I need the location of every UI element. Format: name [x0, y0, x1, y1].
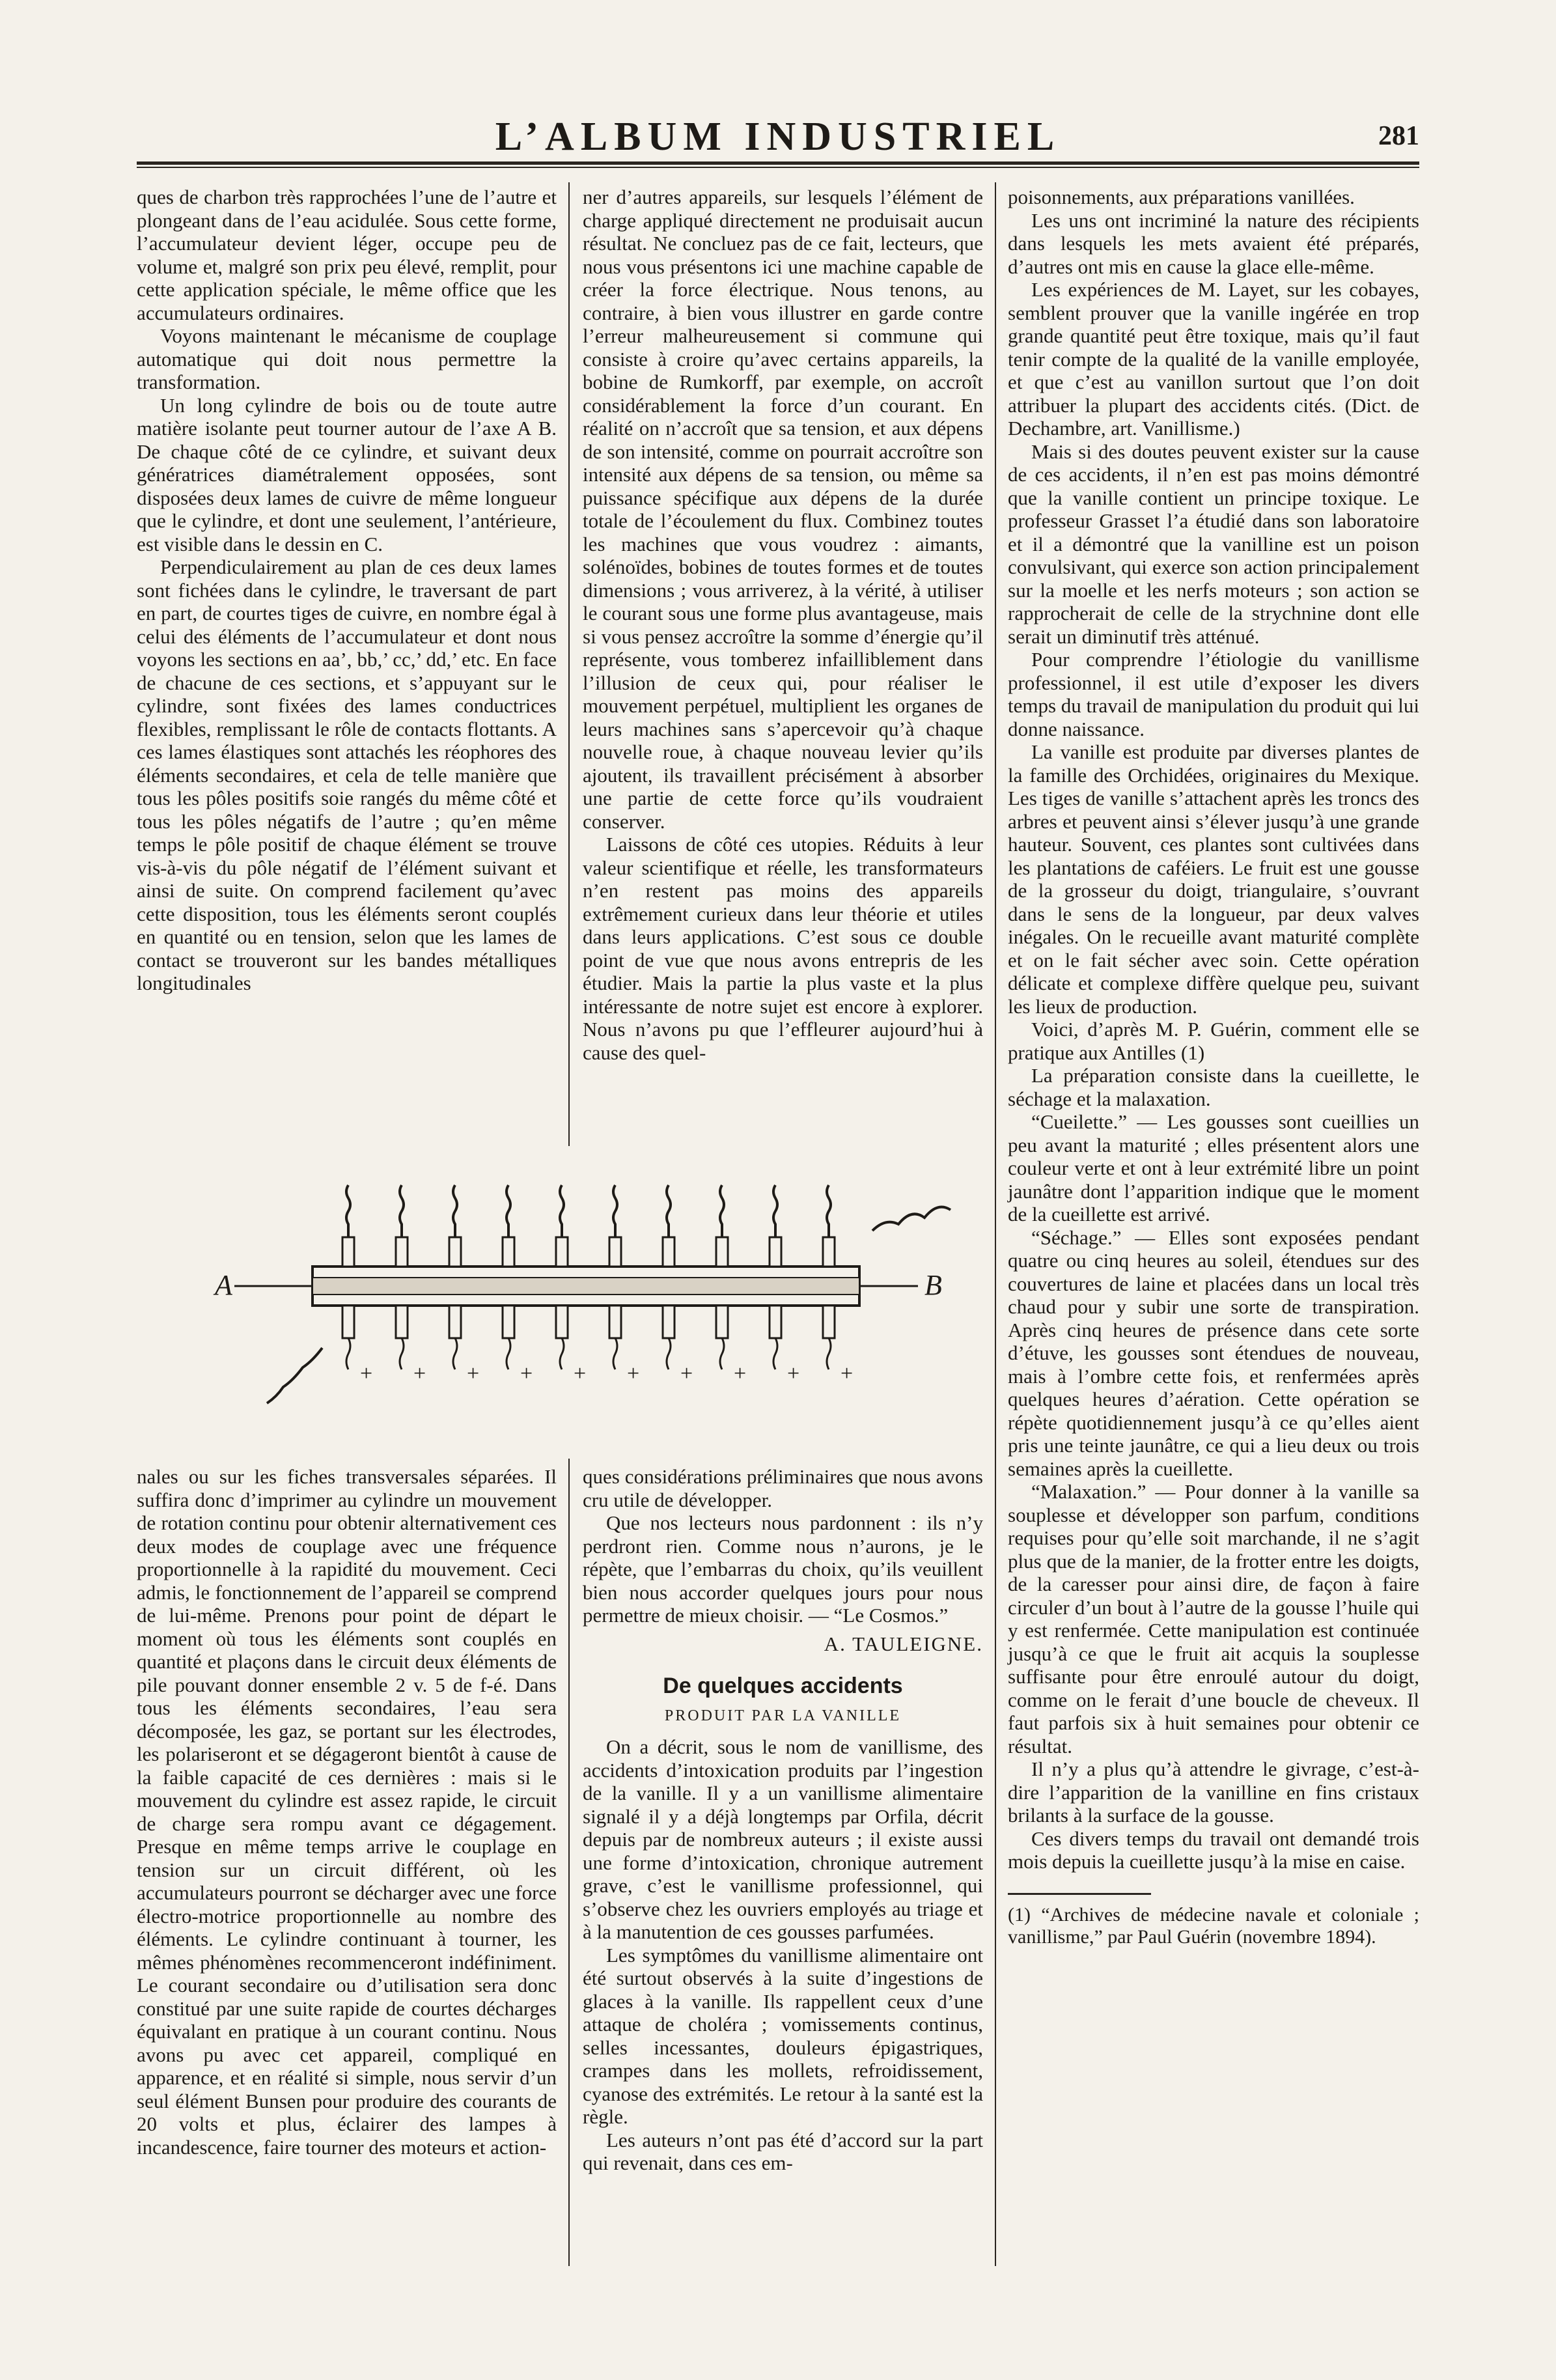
column-3: [1008, 186, 1419, 1948]
lower-contact-block: [396, 1306, 408, 1338]
lower-contact-wire: [613, 1338, 617, 1369]
page-number: 281: [1378, 121, 1419, 151]
journal-title: L’ALBUM INDUSTRIEL: [495, 115, 1061, 159]
copper-strip: [313, 1278, 859, 1295]
lower-contact-wire: [453, 1338, 457, 1369]
paragraph: Ces divers temps du travail ont demandé trois mois depuis la cueillette jusqu’à la mise en caise.: [1008, 1827, 1419, 1873]
upper-contact-block: [396, 1237, 408, 1267]
plus-sign: +: [467, 1362, 480, 1386]
section-title: De quelques accidents: [663, 1673, 903, 1698]
paragraph: Voyons maintenant le mécanisme de couplage automatique qui doit nous permettre la transformation.: [137, 324, 557, 393]
column-rule-1: [568, 182, 570, 1146]
paragraph: “Séchage.” — Elles sont exposées pendant quatre ou cinq heures au soleil, étendues sur des couvertures de laine et placées dans un local très chaud pour y subir une sorte de transpiration. Après cinq heures de présence dans cete sorte d’étuve, les gousses sont étendues de nouveau, mais à l’ombre cette fois, et renfermées après quelques heures d’aération. Cette opération se répète quotidiennement jusqu’à ce qu’elles aient pris une teinte jaunâtre, ce qui a lieu deux ou trois semaines après la cueillette.: [1008, 1225, 1419, 1480]
paragraph: Les uns ont incriminé la nature des récipients dans lesquels les mets avaient été préparés, d’autres ont mis en cause la glace elle-même.: [1008, 208, 1419, 278]
footnote: (1) “Archives de médecine navale et coloniale ; vanillisme,” par Paul Guérin (novembre 1894).: [1008, 1903, 1419, 1948]
paragraph: Mais si des doutes peuvent exister sur la cause de ces accidents, il n’en est pas moins démontré que la vanille contient un principe toxique. Le professeur Grasset l’a étudié dans son laboratoire et il a démontré que la vanilline est un poison convulsivant, qui exerce son action principalement sur la moelle et les nerfs moteurs ; son action se rapprocherait de celle de la strychnine dont elle serait un diminutif très atténué.: [1008, 440, 1419, 648]
upper-contact-block: [663, 1237, 674, 1267]
paragraph: Les auteurs n’ont pas été d’accord sur la part qui revenait, dans ces em-: [583, 2128, 983, 2174]
plus-sign: +: [520, 1362, 533, 1386]
article-signature: A. TAULEIGNE.: [824, 1632, 983, 1655]
paragraph: Un long cylindre de bois ou de toute autre matière isolante peut tourner autour de l’axe A B. De chaque côté de ce cylindre, et suivant deux génératrices diamétralement opposées, sont disposées deux lames de cuivre de même longueur que le cylindre, et dont une seulement, l’antérieure, est visible dans le dessin en C.: [137, 393, 557, 555]
lower-contact-wire: [720, 1338, 724, 1369]
lower-contact-block: [770, 1306, 781, 1338]
plus-sign: +: [680, 1362, 693, 1386]
column-1-top: [137, 186, 557, 995]
cylinder-diagram: [182, 1153, 1094, 1439]
header-rule: [137, 161, 1419, 165]
coil-wire-right: [872, 1207, 951, 1231]
paragraph: La vanille est produite par diverses plantes de la famille des Orchidées, originaires du Mexique. Les tiges de vanille s’attachent après les troncs des arbres et peuvent ainsi s’élever jusqu’à une grande hauteur. Souvent, ces plantes sont cultivées dans les plantations de caféiers. Le fruit est une gousse de la grosseur du doigt, triangulaire, s’ouvrant dans le sens de la longueur, par deux valves inégales. On le recueille avant maturité complète et on le fait sécher avec soin. Cette opération délicate et complexe diffère quelque peu, suivant les lieux de production.: [1008, 740, 1419, 1018]
upper-contact-block: [716, 1237, 728, 1267]
lower-contact-block: [823, 1306, 835, 1338]
plus-sign: +: [574, 1362, 587, 1386]
page-header: [137, 114, 1419, 160]
paragraph: La préparation consiste dans la cueillette, le séchage et la malaxation.: [1008, 1064, 1419, 1110]
paragraph: nales ou sur les fiches transversales séparées. Il suffira donc d’imprimer au cylindre un mouvement de rotation continu pour obtenir alternativement ces deux modes de couplage avec une fréquence proportionnelle à la rapidité du mouvement. Ceci admis, le fonctionnement de l’appareil se comprend de lui-même. Prenons pour point de départ le moment où tous les éléments sont couplés en quantité et plaçons dans le circuit deux éléments de pile pouvant donner ensemble 2 v. 5 de f-é. Dans tous les éléments secondaires, l’eau sera décomposée, les gaz, se portant sur les électrodes, les polariseront et se dégageront bientôt à cause de la faible capacité de ces dernières : mais si le mouvement du cylindre est assez rapide, le circuit de charge sera rompu avant ce dégagement. Presque en même temps arrive le couplage en tension sur un circuit différent, où les accumulateurs pourront se décharger avec une force électro-motrice proportionnelle au nombre des éléments. Le cylindre continuant à tourner, les mêmes phénomènes recommenceront indéfiniment. Le courant secondaire ou d’utilisation sera donc constitué par une suite rapide de courtes décharges équivalant en pratique à un courant continu. Nous avons pu avec cet appareil, compliqué en apparence, et en réalité si simple, nous servir d’un seul élément Bunsen pour produire des courants de 20 volts et plus, éclairer des lampes à incandescence, faire tourner des moteurs et action-: [137, 1465, 557, 2159]
plus-sign: +: [787, 1362, 800, 1386]
lower-contact-wire: [560, 1338, 564, 1369]
paragraph: Voici, d’après M. P. Guérin, comment elle se pratique aux Antilles (1): [1008, 1018, 1419, 1064]
paragraph: Laissons de côté ces utopies. Réduits à leur valeur scientifique et réelle, les transformateurs n’en restent pas moins des appareils extrêmement curieux dans leur théorie et utiles dans leurs applications. C’est sous ce double point de vue que nous avons entrepris de les étudier. Mais la partie la plus vaste et la plus intéressante de notre sujet est encore à explorer. Nous n’avons pu que l’effleurer aujourd’hui à cause des quel-: [583, 833, 983, 1064]
paragraph: Pour comprendre l’étiologie du vanillisme professionnel, il est utile d’exposer les divers temps du travail de manipulation du produit qui lui donne naissance.: [1008, 648, 1419, 740]
plus-sign: +: [627, 1362, 640, 1386]
upper-contact-block: [503, 1237, 514, 1267]
paragraph: Perpendiculairement au plan de ces deux lames sont fichées dans le cylindre, le traversant de part en part, de courtes tiges de cuivre, en nombre égal à celui des éléments de l’accumulateur et dont nous voyons les sections en aa’, bb,’ cc,’ dd,’ etc. En face de chacune de ces sections, et s’appuyant sur le cylindre, sont fixées des lames conductrices flexibles, remplissant le rôle de contacts flottants. A ces lames élastiques sont attachés les réophores des éléments secondaires, et cela de telle manière que tous les pôles positifs soie rangés du même côté et tous les pôles négatifs de l’autre ; qu’en même temps le pôle positif de chaque élément se trouve vis-à-vis du pôle négatif de l’élément suivant et ainsi de suite. On comprend facilement qu’avec cette disposition, tous les éléments seront couplés en quantité ou en tension, selon que les lames de contact se trouveront sur les bandes métalliques longitudinales: [137, 555, 557, 994]
transformer-figure: [182, 1153, 1094, 1439]
paragraph: ques de charbon très rapprochées l’une de l’autre et plongeant dans de l’eau acidulée. Sous cette forme, l’accumulateur devient léger, occupe peu de volume et, malgré son prix peu élevé, remplit, pour cette application spéciale, le même office que les accumulateurs ordinaires.: [137, 186, 557, 324]
section-subtitle: PRODUIT PAR LA VANILLE: [664, 1707, 902, 1724]
upper-contact-block: [770, 1237, 781, 1267]
paragraph: ner d’autres appareils, sur lesquels l’élément de charge appliqué directement ne produisait aucun résultat. Ne concluez pas de ce fait, lecteurs, que nous vous présentons ici une machine capable de créer la force électrique. Nous tenons, au contraire, à bien vous illustrer en garde contre l’erreur malheureusement si commune qui consiste à croire qu’avec certains appareils, la bobine de Rumkorff, par exemple, on accroît considérablement la force d’un courant. En réalité on n’accroît que sa tension, et aux dépens de son intensité, comme on pourrait accroître son intensité aux dépens de sa tension, ou même sa puissance spécifique aux dépens de la durée totale de l’écoulement du flux. Combinez toutes les machines que vous voudrez : aimants, solénoïdes, bobines de toutes formes et de toutes dimensions ; vous arriverez, à la vérité, à utiliser le courant sous une forme plus avantageuse, mais si vous pensez accroître la somme d’énergie qu’il représente, vous tomberez infailliblement dans l’illusion de ceux qui, pour réaliser le mouvement perpétuel, multiplient les organes de leurs machines sans s’apercevoir qu’à chaque nouvelle roue, à chaque nouveau levier qu’ils ajoutent, ils travaillent précisément à absorber une partie de cette force qu’ils voudraient conserver.: [583, 186, 983, 833]
lower-contact-block: [663, 1306, 674, 1338]
paragraph: “Malaxation.” — Pour donner à la vanille sa souplesse et développer son parfum, conditions requises pour qu’elle soit marchande, il ne s’agit plus que de la manier, de la frotter entre les doigts, de la caresser pour ainsi dire, de façon à faire circuler d’un bout à l’autre de la gousse l’huile qui y est renfermée. Cette manipulation est continuée jusqu’à ce que le fruit ait acquis la souplesse suffisante pour être enroulé autour du doigt, comme on le ferait d’une boucle de cheveux. Il faut parfois six à huit semaines pour obtenir ce résultat.: [1008, 1480, 1419, 1757]
plus-sign: +: [734, 1362, 747, 1386]
paragraph: ques considérations préliminaires que nous avons cru utile de développer.: [583, 1465, 983, 1511]
lower-contact-wire: [827, 1338, 831, 1369]
lower-contact-wire: [773, 1338, 777, 1369]
lower-contact-wire: [507, 1338, 510, 1369]
plus-sign: +: [841, 1362, 854, 1386]
paragraph: Il n’y a plus qu’à attendre le givrage, c’est-à-dire l’apparition de la vanilline en fins cristaux brilants à la surface de la gousse.: [1008, 1757, 1419, 1827]
label-b: B: [924, 1269, 942, 1301]
lower-contact-block: [503, 1306, 514, 1338]
paragraph: poisonnements, aux préparations vanillées.: [1008, 186, 1355, 208]
paragraph: Que nos lecteurs nous pardonnent : ils n’y perdront rien. Comme nous n’aurons, je le répète, que l’embarras du choix, qu’ils veuillent bien nous accorder quelques jours pour nous permettre de mieux choisir. — “Le Cosmos.”: [583, 1511, 983, 1627]
lower-contact-block: [342, 1306, 354, 1338]
header-rule-thin: [137, 167, 1419, 168]
column-rule-1b: [568, 1459, 570, 2266]
lower-contact-block: [449, 1306, 461, 1338]
upper-contact-block: [342, 1237, 354, 1267]
paragraph: Les expériences de M. Layet, sur les cobayes, semblent prouver que la vanille ingérée en trop grande quantité peut être toxique, mais qu’il faut tenir compte de la qualité de la vanille employée, et que c’est au vanillon surtout que l’on doit attribuer la plupart des accidents cités. (Dict. de Dechambre, art. Vanillisme.): [1008, 278, 1419, 440]
lower-contact-wire: [667, 1338, 671, 1369]
paragraph: “Cueilette.” — Les gousses sont cueillies un peu avant la maturité ; elles présentent alors une couleur verte et ont à leur extrémité libre un point jaunâtre dont l’apparition indique que le moment de la cueillette est arrivé.: [1008, 1110, 1419, 1225]
lower-contact-wire: [400, 1338, 404, 1369]
lower-contact-block: [609, 1306, 621, 1338]
coil-wire-left: [267, 1348, 322, 1403]
label-a: A: [215, 1269, 232, 1301]
paragraph: On a décrit, sous le nom de vanillisme, des accidents d’intoxication produits par l’ingestion de la vanille. Il y a un vanillisme alimentaire signalé il y a déjà longtemps par Orfila, décrit depuis par de nombreux auteurs ; il existe aussi une forme d’intoxication, chronique autrement grave, c’est le vanillisme professionnel, qui s’observe chez les ouvriers employés au triage et à la manutention de ces gousses parfumées.: [583, 1735, 983, 1943]
upper-contact-block: [449, 1237, 461, 1267]
lower-contact-block: [716, 1306, 728, 1338]
upper-contact-block: [556, 1237, 568, 1267]
column-2-top: [583, 186, 983, 1064]
paragraph: Les symptômes du vanillisme alimentaire ont été surtout observés à la suite d’ingestions de glaces à la vanille. Ils rappellent ceux d’une attaque de choléra ; vomissements continus, selles incessantes, douleurs épigastriques, crampes dans les mollets, refroidissement, cyanose des extrémités. Le retour à la santé est la règle.: [583, 1943, 983, 2128]
footnote-rule: [1008, 1893, 1151, 1895]
lower-contact-wire: [346, 1338, 350, 1369]
column-1-bottom: [137, 1465, 557, 2159]
lower-contact-block: [556, 1306, 568, 1338]
upper-contact-block: [823, 1237, 835, 1267]
plus-sign: +: [360, 1362, 373, 1386]
plus-sign: +: [413, 1362, 426, 1386]
column-2-bottom: [583, 1465, 983, 2175]
upper-contact-block: [609, 1237, 621, 1267]
